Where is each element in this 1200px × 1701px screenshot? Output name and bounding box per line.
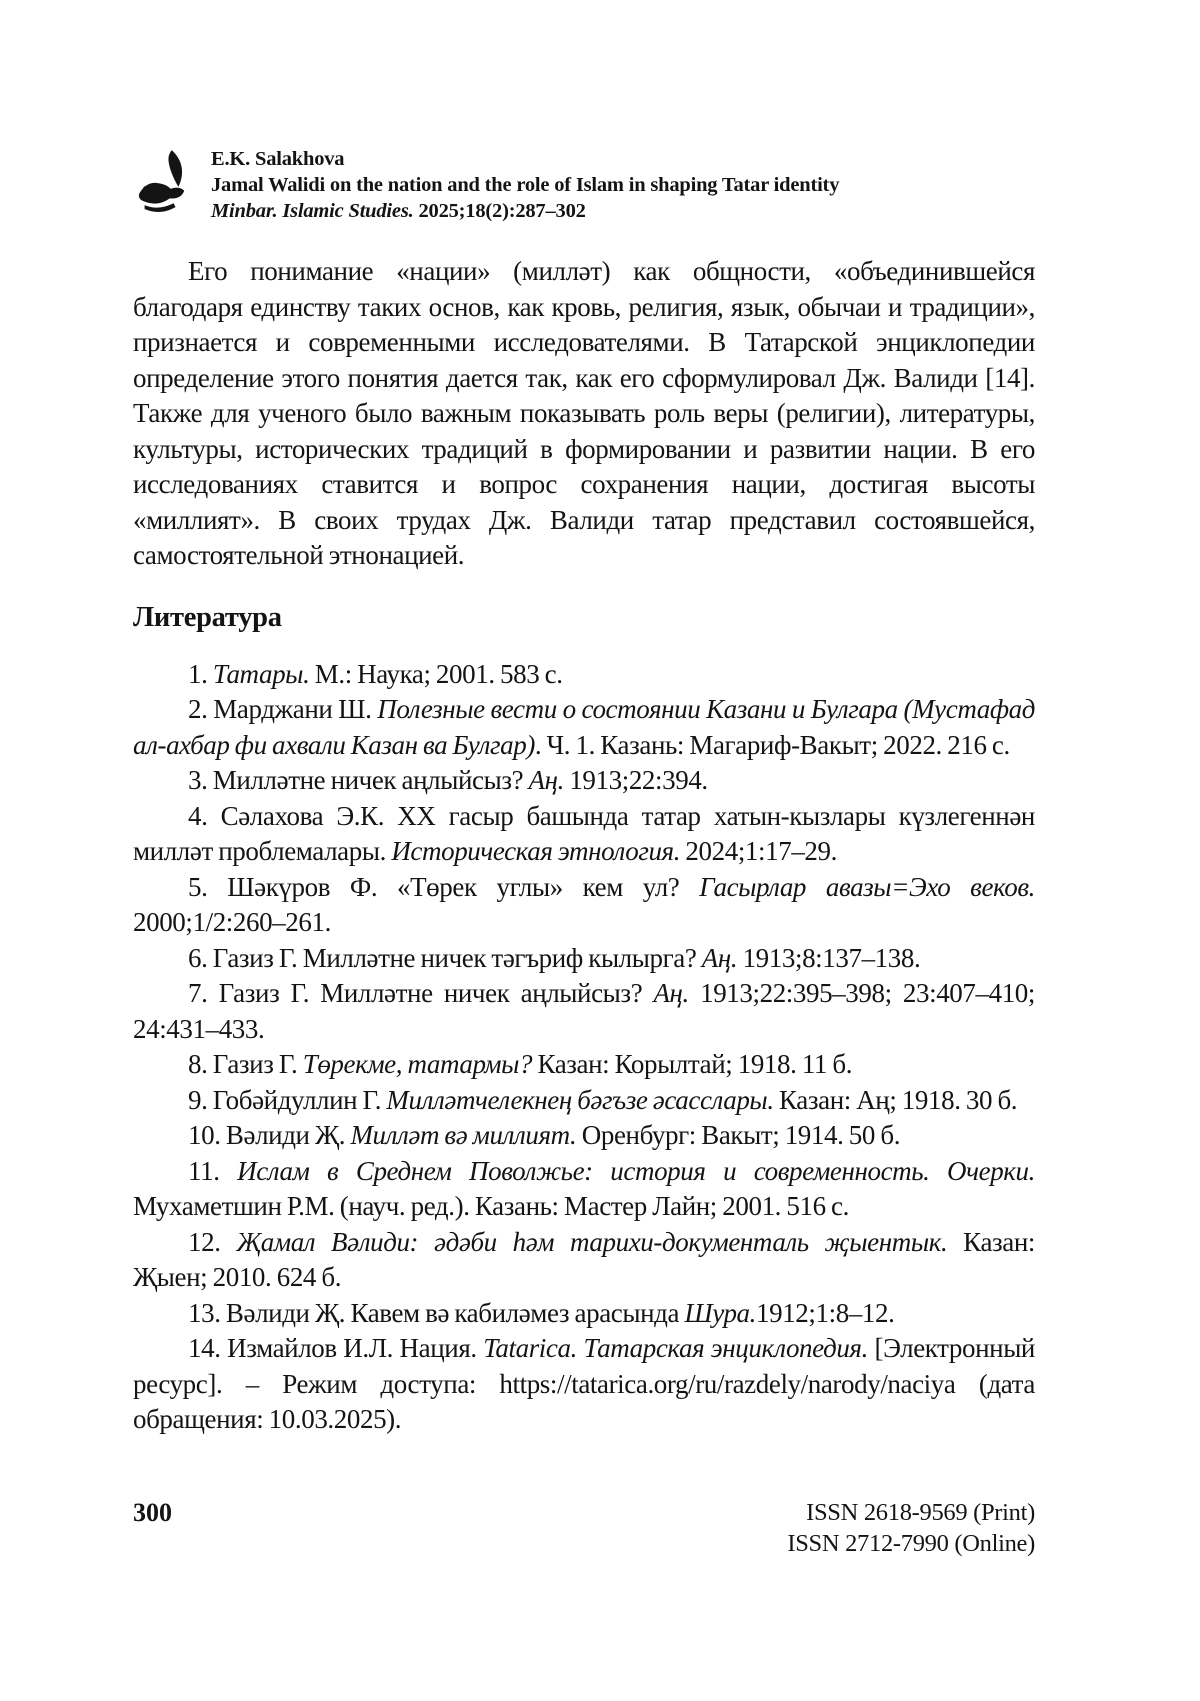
reference-source-italic: Милләтчелекнең бәгъзе әсасслары. [386,1084,774,1115]
reference-item [133,1118,1035,1154]
reference-text: Казан: Корылтай; 1918. 11 б. [532,1049,853,1079]
reference-source-italic: Милләт вә миллият. [350,1120,577,1150]
body-paragraph: Его понимание «нации» (милләт) как общности, «объединившейся благодаря единству таких основ, как кровь, религия, язык, обычаи и традиции», признается и современными исследователями. В Татарской энциклопедии определение этого понятия дается так, как его сформулировал Дж. Валиди [14]. Также для ученого было важным показывать роль веры (религии), литературы, культуры, исторических традиций в формировании и развитии нации. В его исследованиях ставится и вопрос сохранения нации, достигая высоты «миллият». В своих трудах Дж. Валиди татар представил состоявшейся, самостоятельной этнонацией. [133,256,1035,570]
reference-text: 1913;22:395–398; 23:407–410; 24:431–433. [133,978,1035,1044]
reference-item [133,1331,1035,1438]
issn-block [787,1497,1035,1559]
reference-item [133,1154,1035,1225]
reference-text: 2. Марджани Ш. [188,694,378,724]
article-title: Jamal Walidi on the nation and the role of Islam in shaping Tatar identity [211,174,840,196]
reference-source-italic: Tatarica. Татарская энциклопедия. [483,1333,868,1363]
reference-item [133,692,1035,763]
reference-source-italic: Шура. [684,1297,756,1328]
reference-item [133,763,1035,799]
header-text-block [211,146,839,224]
reference-source-italic: Төрекме, татармы? [302,1049,533,1079]
reference-text: 10. Вәлиди Җ. [188,1120,351,1150]
reference-text: . Ч. 1. Казань: Магариф-Вакыт; 2022. 216 с. [534,729,1010,760]
reference-text: 7. Газиз Г. Милләтне ничек аңлыйсыз? [188,978,654,1008]
reference-source-italic: Татары. [212,658,310,689]
reference-item [133,1225,1035,1296]
reference-source-italic: Җамал Вәлиди: әдәби һәм тарихи-документаль җыентык. [236,1226,948,1257]
page-footer [133,1497,1035,1559]
reference-text: 12. [188,1226,237,1257]
reference-text: 11. [188,1155,238,1186]
author-name: E.K. Salakhova [211,148,345,170]
references-list [133,657,1035,1438]
references-heading: Литература [133,601,282,633]
reference-text: 9. Гобәйдуллин Г. [188,1084,387,1115]
minbar-journal-logo-icon [133,148,191,214]
reference-item [133,1296,1035,1332]
reference-item [133,1047,1035,1083]
reference-source-italic: Историческая этнология. [391,836,681,866]
reference-text: 13. Вәлиди Җ. Кавем вә кабиләмез арасында [188,1297,685,1328]
reference-item [133,870,1035,941]
journal-issue-pages: 2025;18(2):287–302 [413,200,586,222]
reference-source-italic: Аң. [528,765,564,795]
reference-text: 1912;1:8–12. [756,1297,895,1328]
journal-name: Minbar. Islamic Studies. [211,200,414,222]
issn-print: ISSN 2618-9569 (Print) [806,1499,1035,1526]
reference-text: 4. Сәлахова Э.К. ХХ гасыр башында татар хатын-кызлары күзлегеннән милләт проблемалары. [133,800,1035,866]
reference-item [133,657,1035,693]
reference-source-italic: Аң. [701,942,738,973]
reference-text: 8. Газиз Г. [188,1049,303,1079]
reference-source-italic: Ислам в Среднем Поволжье: история и современность. Очерки. [237,1155,1035,1186]
reference-text: 14. Измайлов И.Л. Нация. [188,1333,484,1363]
reference-text: Оренбург: Вакыт; 1914. 50 б. [576,1120,901,1150]
reference-text: Казан: Җыен; 2010. 624 б. [133,1226,1036,1292]
reference-item [133,941,1035,977]
reference-source-italic: Полезные вести о состоянии Казани и Булгара (Мустафад ал-ахбар фи ахвали Казан ва Булгар) [133,694,1035,760]
running-head [133,146,1035,224]
reference-text: [Электронный ресурс]. – Режим доступа: https://tatarica.org/ru/razdely/narody/naciya (дата обращения: 10.03.2025). [133,1333,1035,1434]
reference-text: 2000;1/2:260–261. [133,907,331,937]
reference-text: 5. Шәкүров Ф. «Төрек углы» кем ул? [188,871,700,902]
reference-text: 1913;22:394. [563,765,708,795]
issn-online: ISSN 2712-7990 (Online) [787,1530,1035,1557]
reference-text: 2024;1:17–29. [680,836,837,866]
reference-text: 1. [188,658,213,689]
page-content [133,146,1035,1438]
reference-source-italic: Гасырлар авазы=Эхо веков. [699,871,1036,902]
reference-item [133,799,1035,870]
reference-text: М.: Наука; 2001. 583 с. [309,658,563,689]
reference-text: Казан: Аң; 1918. 30 б. [773,1084,1018,1115]
reference-text: 3. Милләтне ничек аңлыйсыз? [188,765,529,795]
reference-item [133,976,1035,1047]
reference-source-italic: Аң. [653,978,689,1008]
page-number: 300 [133,1498,172,1527]
journal-citation [211,198,839,224]
reference-item [133,1083,1035,1119]
reference-text: 1913;8:137–138. [737,942,921,973]
reference-text: 6. Газиз Г. Милләтне ничек тәгъриф кылырга? [188,942,702,973]
reference-text: Мухаметшин Р.М. (науч. ред.). Казань: Мастер Лайн; 2001. 516 с. [133,1191,849,1221]
